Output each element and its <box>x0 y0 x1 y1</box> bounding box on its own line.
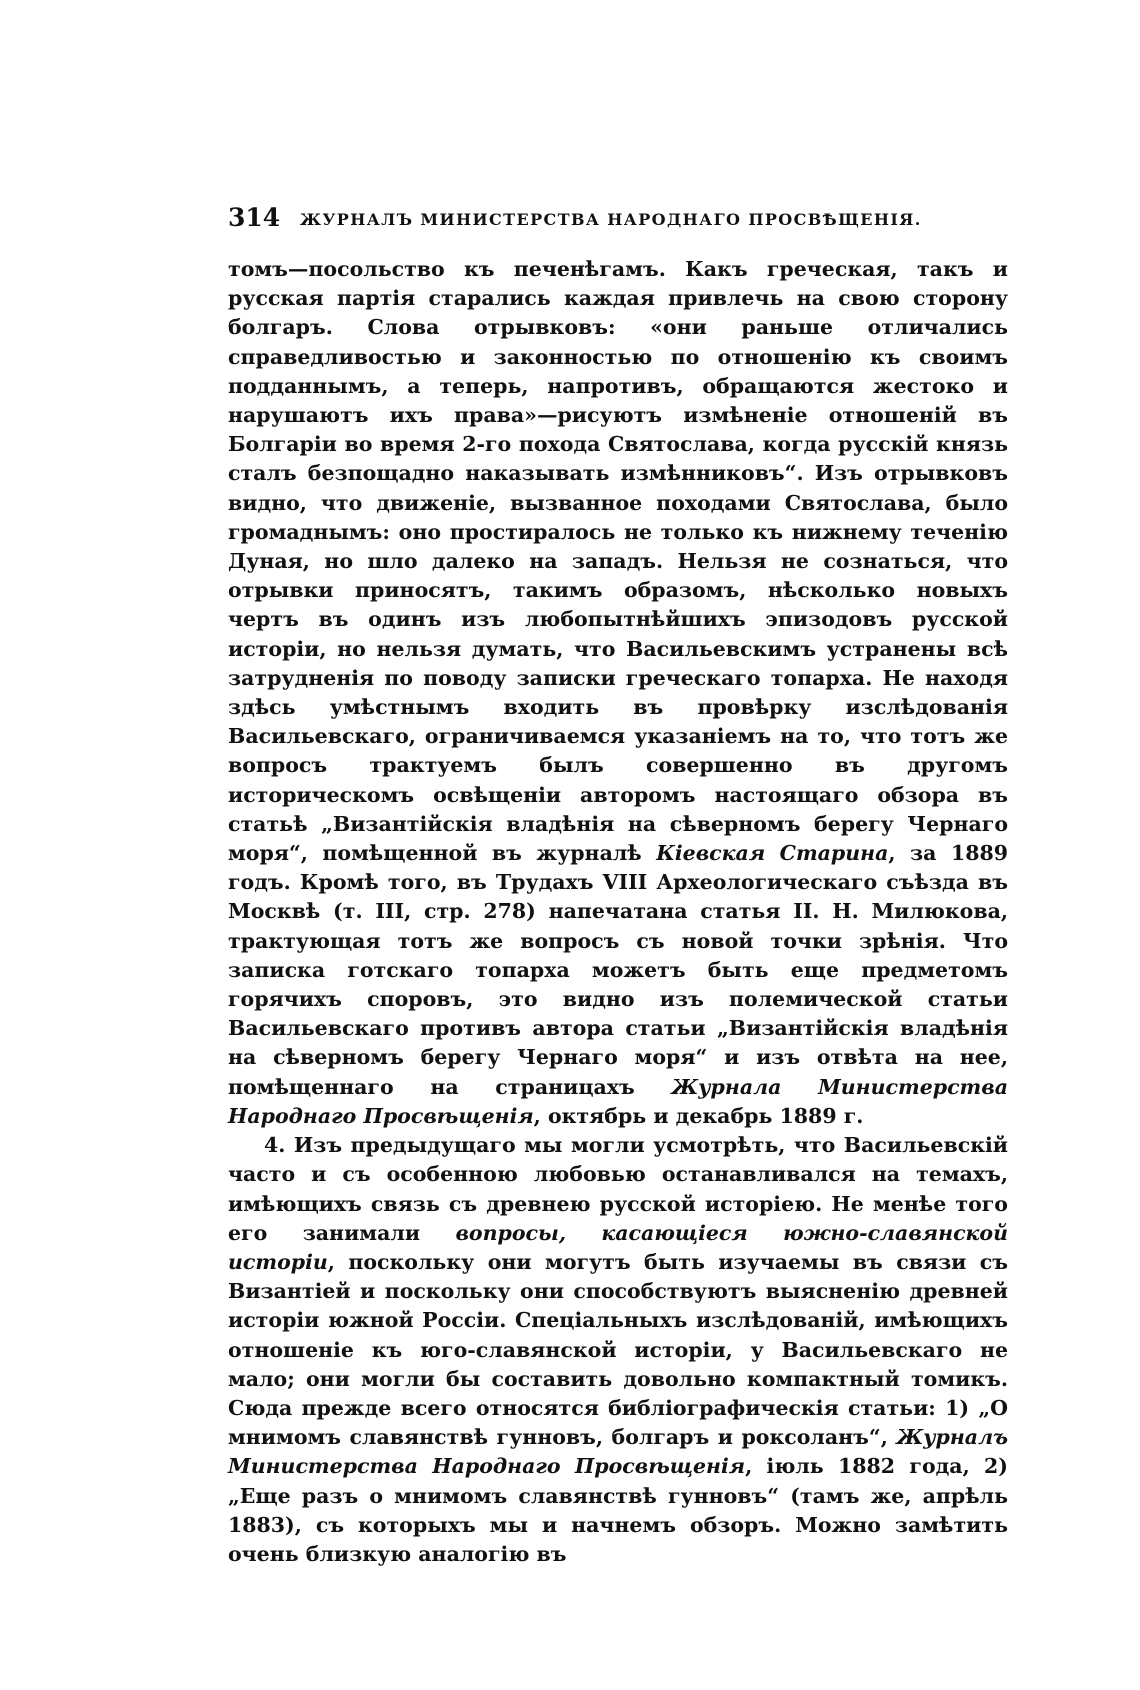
text-span: , октябрь и декабрь 1889 г. <box>533 1103 864 1128</box>
italic-title: Журналъ Министерства Народнаго Просвѣщенія <box>228 1425 1008 1479</box>
text-span: 4. Изъ предыдущаго мы могли усмотрѣть, что Васильевскій часто и съ особенною любовью останавливался на темахъ, имѣющихъ связь съ древнею русской исторіею. Не менѣе того его занимали <box>228 1133 1008 1245</box>
text-span: , іюль 1882 года, 2) „Еще разъ о мнимомъ славянствѣ гунновъ“ (тамъ же, апрѣль 1883), съ которыхъ мы и начнемъ обзоръ. Можно замѣтить очень близкую аналогію въ <box>228 1454 1008 1566</box>
main-text <box>228 255 1008 1569</box>
italic-title: Журнала Министерства Народнаго Просвѣщенія <box>228 1074 1008 1128</box>
page-number: 314 <box>228 203 281 232</box>
paragraph-continued <box>228 255 1008 1131</box>
text-span: , поскольку они могутъ быть изучаемы въ связи съ Византіей и поскольку они способствуютъ выясненію древней исторіи южной Россіи. Спеціальныхъ изслѣдованій, имѣющихъ отношеніе къ юго-славянской исторіи, у Васильевскаго не мало; они могли бы составить довольно компактный томикъ. Сюда прежде всего относятся библіографическія статьи: 1) „О мнимомъ славянствѣ гунновъ, болгаръ и роксоланъ“, <box>228 1249 1008 1450</box>
paragraph-section-4 <box>228 1131 1008 1569</box>
text-span: , за 1889 годъ. Кромѣ того, въ Трудахъ VIII Археологическаго съѣзда въ Москвѣ (т. III, стр. 278) напечатана статья II. Н. Милюкова, трактующая тотъ же вопросъ съ новой точки зрѣнія. Что записка готскаго топарха можетъ быть еще предметомъ горячихъ споровъ, это видно изъ полемической статьи Васильевскаго противъ автора статьи „Византійскія владѣнія на сѣверномъ берегу Чернаго моря“ и изъ отвѣта на нее, помѣщеннаго на страницахъ <box>228 841 1008 1099</box>
running-title: ЖУРНАЛЪ МИНИСТЕРСТВА НАРОДНАГО ПРОСВѢЩЕНІЯ. <box>300 210 922 229</box>
italic-title: Кіевская Старина <box>656 841 889 866</box>
italic-emphasis: вопросы, касающіеся южно-славянской исторіи <box>228 1220 1008 1274</box>
text-span: томъ—посольство къ печенѣгамъ. Какъ греческая, такъ и русская партія старались каждая привлечь на свою сторону болгаръ. Слова отрывковъ: «они раньше отличались справедливостью и законностью по отношенію къ своимъ подданнымъ, а теперь, напротивъ, обращаются жестоко и нарушаютъ ихъ права»—рисуютъ измѣненіе отношеній въ Болгаріи во время 2-го похода Святослава, когда русскій князь сталъ безпощадно наказывать измѣнниковъ“. Изъ отрывковъ видно, что движеніе, вызванное походами Святослава, было громаднымъ: оно простиралось не только къ нижнему теченію Дуная, но шло далеко на западъ. Нельзя не сознаться, что отрывки приносятъ, такимъ образомъ, нѣсколько новыхъ чертъ въ одинъ изъ любопытнѣйшихъ эпизодовъ русской исторіи, но нельзя думать, что Васильевскимъ устранены всѣ затрудненія по поводу записки греческаго топарха. Не находя здѣсь умѣстнымъ входить въ провѣрку изслѣдованія Васильевскаго, ограничиваемся указаніемъ на то, что тотъ же вопросъ трактуемъ былъ совершенно въ другомъ историческомъ освѣщеніи авторомъ настоящаго обзора въ статьѣ „Византійскія владѣнія на сѣверномъ берегу Чернаго моря“, помѣщенной въ журналѣ <box>228 257 1008 866</box>
page-header <box>228 202 1008 238</box>
